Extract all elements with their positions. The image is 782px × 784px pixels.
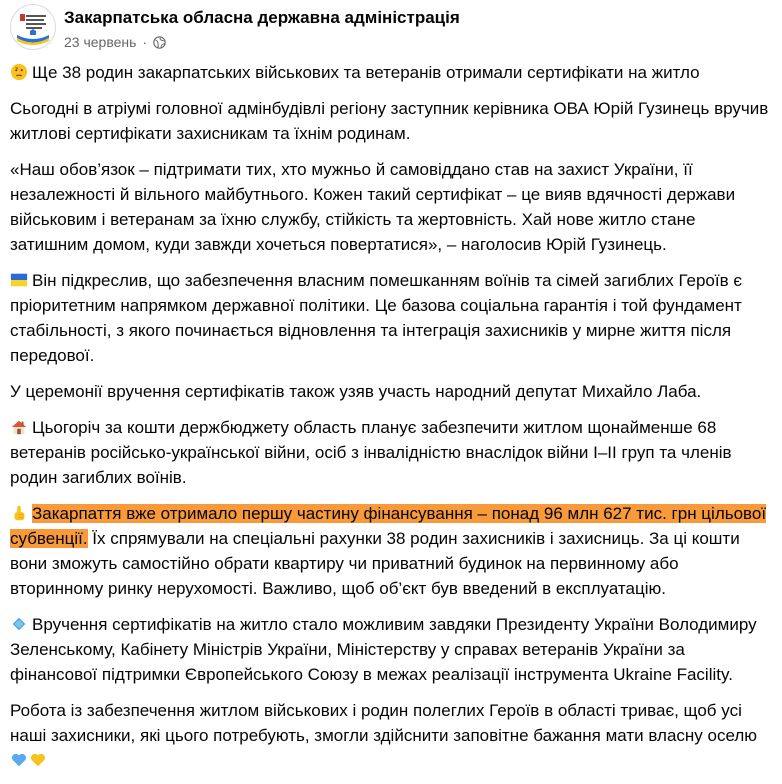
public-audience-icon[interactable]: [153, 36, 166, 49]
ukraine-flag-emoji-icon: [10, 271, 28, 289]
post-paragraph-8: [10, 612, 770, 687]
pointing-up-emoji-icon: [10, 504, 28, 522]
paragraph-text: Вручення сертифікатів на житло стало можливим завдяки Президенту України Володимиру Зеленському, Кабінету Міністрів України, Міністерству у справах ветеранів України за фінансової підтримки Європейського Союзу в межах реалізації інструмента Ukraine Facility.: [10, 615, 757, 684]
oda-logo-icon: [11, 5, 55, 49]
house-emoji-icon: [10, 418, 28, 436]
post-paragraph-4: [10, 268, 770, 368]
paragraph-text: Він підкреслив, що забезпечення власним помешканням воїнів та сімей загиблих Героїв є пріоритетним напрямком державної політики. Це базова соціальна гарантія і той фундамент стабільності, з якого починається відновлення та інтеграція захисників у мирне життя після передової.: [10, 271, 743, 365]
paragraph-text: Ще 38 родин закарпатських військових та ветеранів отримали сертифікати на житло: [32, 63, 700, 82]
post-meta: [64, 34, 460, 50]
blue-diamond-emoji-icon: [10, 615, 28, 633]
paragraph-text: Цьогоріч за кошти держбюджету область планує забезпечити житлом щонайменше 68 ветеранів російсько-української війни, осіб з інвалідністю внаслідок війни I–II груп та членів родин загиблих воїнів.: [10, 418, 732, 487]
page-avatar[interactable]: [10, 4, 56, 50]
post-paragraph-2: Сьогодні в атріумі головної адмінбудівлі регіону заступник керівника ОВА Юрій Гузинець вручив житлові сертифікати захисникам та їхнім родинам.: [10, 99, 769, 143]
post-date-link[interactable]: 23 червень: [64, 34, 137, 50]
paragraph-text: Робота із забезпечення житлом військових і родин полеглих Героїв в області триває, щоб усі наші захисники, які цього потребують, змогли здійснити заповітне бажання мати власну оселю: [10, 701, 758, 745]
meta-separator: ·: [142, 34, 148, 50]
post-paragraph-7: [10, 501, 770, 601]
thinking-face-emoji-icon: [10, 63, 28, 81]
post-paragraph-3: «Наш обов’язок – підтримати тих, хто мужньо й самовіддано став на захист України, її незалежності й вільного майбутнього. Кожен такий сертифікат – це вияв вдячності держави військовим і ветеранам за їхню службу, стійкість та жертовність. Хай нове житло стане затишним домом, куди завжди хочеться повертатися», – наголосив Юрій Гузинець.: [10, 160, 736, 254]
yellow-heart-emoji-icon: [29, 751, 47, 769]
page-name-link[interactable]: Закарпатська обласна державна адміністрація: [64, 8, 460, 27]
post-paragraph-5: У церемонії вручення сертифікатів також узяв участь народний депутат Михайло Лаба.: [10, 382, 702, 401]
post-paragraph-1: [10, 60, 770, 85]
post-paragraph-9: [10, 698, 770, 773]
post-paragraph-6: [10, 415, 770, 490]
highlighted-funding-text: Закарпаття вже отримало першу частину фінансування – понад 96 млн 627 тис. грн цільової субвенції.: [10, 504, 767, 548]
post-body: [10, 60, 770, 784]
blue-heart-emoji-icon: [10, 751, 28, 769]
post-header: [10, 4, 460, 50]
paragraph-text: Їх спрямували на спеціальні рахунки 38 родин захисників і захисниць. За ці кошти вони зможуть самостійно обрати квартиру чи приватний будинок на первинному або вторинному ринку нерухомості. Важливо, щоб об’єкт був введений в експлуатацію.: [10, 529, 740, 598]
